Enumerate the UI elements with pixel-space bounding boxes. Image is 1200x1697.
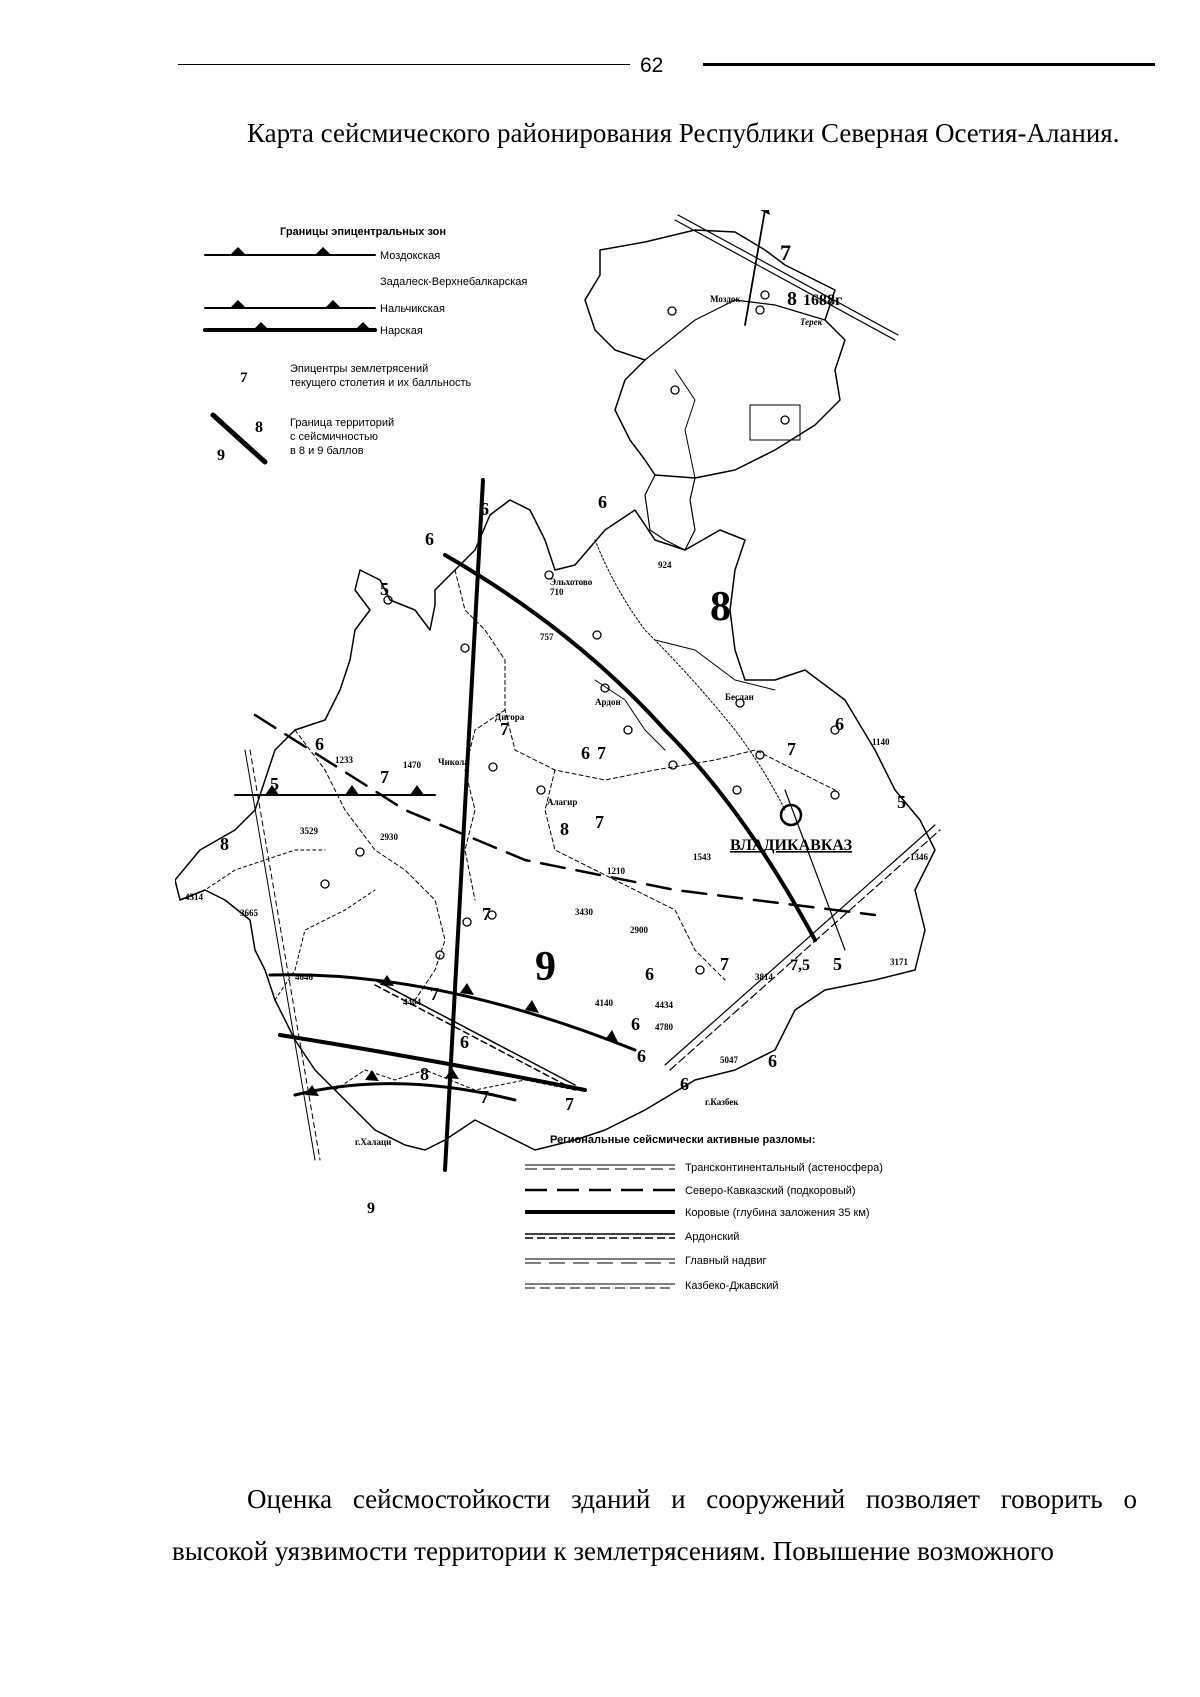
river-label-terek: Терек [800, 317, 823, 327]
epicenter-6-a: 6 [425, 529, 434, 549]
town-label-ardon: Ардон [595, 697, 621, 707]
seismic-zoning-map [175, 210, 1045, 1430]
epicenter-6-d: 6 [315, 734, 324, 754]
vladikavkaz-label: ВЛАДИКАВКАЗ [730, 837, 853, 854]
district-border-4 [465, 710, 505, 900]
epicenter-6-c: 6 [598, 492, 607, 512]
elevation-2930: 2930 [380, 832, 398, 842]
mozdok-inner-border-2 [675, 370, 695, 478]
legend-fault-3: Коровые (глубина заложения 35 км) [685, 1207, 870, 1219]
zone-label-9: 9 [535, 944, 556, 990]
epicenter-7-b: 7 [597, 743, 606, 763]
epicenter-8-north: 8 [787, 288, 797, 310]
elevation-4404: 4404 [403, 997, 421, 1007]
elevation-710: 710 [550, 587, 564, 597]
epicenter-7-f: 7 [482, 904, 491, 924]
epicenter-6-b: 6 [480, 499, 489, 519]
map-svg [175, 210, 1045, 1430]
legend-fault-2: Северо-Кавказский (подкоровый) [685, 1185, 856, 1197]
legend-top-title: Границы эпицентральных зон [280, 226, 447, 238]
legend-bottom-title: Региональные сейсмически активные разломы: [550, 1134, 816, 1146]
legend-fault-6: Казбеко-Джавский [685, 1280, 779, 1292]
mozdok-inner-box [750, 405, 800, 440]
epicenter-6-h: 6 [631, 1014, 640, 1034]
town-label-digora: Дигора [495, 712, 525, 722]
legend-item-1: Моздокская [380, 250, 441, 262]
epicenter-5-b: 5 [897, 792, 906, 812]
map-caption: Карта сейсмического районирования Республики Северная Осетия-Алания. [247, 118, 1120, 148]
epicenter-7-h: 7 [720, 954, 729, 974]
town-label-elkhotovo: Эльхотово [550, 577, 593, 587]
mozdok-inner-border [645, 300, 825, 360]
legend-epicenter-text-2: текущего столетия и их балльность [290, 377, 472, 389]
elevation-4646: 4646 [295, 972, 313, 982]
legend-bottom [525, 1134, 883, 1292]
epicenter-7-i: 7 [480, 1087, 489, 1107]
epicenter-7-e: 7 [595, 812, 604, 832]
mozdok-district-outline [585, 230, 845, 478]
epicenter-5-d: 5 [270, 774, 279, 794]
town-label-beslan: Беслан [725, 692, 754, 702]
epicenter-7-5: 7,5 [790, 957, 810, 974]
peak-label-kazbek: г.Казбек [705, 1097, 739, 1107]
legend-fault-1: Трансконтинентальный (астеносфера) [685, 1162, 883, 1174]
epicenter-7-north: 7 [780, 240, 791, 265]
elevation-4780: 4780 [655, 1022, 673, 1032]
town-label-mozdok: Моздок [710, 294, 741, 304]
epicenter-7-g: 7 [430, 984, 439, 1004]
epicenter-8-a: 8 [560, 819, 569, 839]
legend-epicenter-sample: 7 [240, 370, 248, 386]
epicenter-7-j: 7 [565, 1094, 574, 1114]
epicenter-5-a: 5 [380, 579, 389, 599]
epicenter-1688: 1688г [803, 292, 843, 309]
legend-item-2: Задалеск-Верхнебалкарская [380, 276, 528, 288]
epicenter-9-legend: 9 [367, 1200, 375, 1217]
district-border-5 [655, 640, 775, 690]
elevation-924: 924 [658, 560, 672, 570]
legend-item-3: Нальчикская [380, 303, 445, 315]
epicenter-8-c: 8 [420, 1064, 429, 1084]
elevation-1543: 1543 [693, 852, 711, 862]
legend-epicenter-text-1: Эпицентры землетрясений [290, 363, 429, 375]
epicenter-7-c: 7 [500, 719, 509, 739]
epicenter-8-b: 8 [220, 834, 229, 854]
header-rule-right [703, 63, 1155, 66]
epicenter-5-c: 5 [833, 954, 842, 974]
district-border-1 [455, 570, 835, 790]
legend-item-4: Нарская [380, 325, 423, 337]
zone-label-8: 8 [710, 584, 731, 630]
epicenter-6-e: 6 [581, 743, 590, 763]
peak-label-khalatsi: г.Халаци [355, 1137, 392, 1147]
elevation-1210: 1210 [607, 866, 625, 876]
town-label-chikola: Чикола [438, 757, 469, 767]
elevation-4140: 4140 [595, 998, 613, 1008]
legend-boundary-a: 8 [255, 419, 263, 436]
ossetia-territory-outline [175, 500, 935, 1150]
epicenter-6-l: 6 [768, 1051, 777, 1071]
legend-boundary-text-1: Граница территорий [290, 417, 395, 429]
elevation-1140: 1140 [872, 737, 890, 747]
elevation-1346: 1346 [910, 852, 928, 862]
elevation-labels [185, 560, 929, 1065]
mozdok-corridor [645, 475, 695, 550]
epicenter-6-i: 6 [460, 1032, 469, 1052]
district-border-6 [595, 680, 665, 750]
epicenter-7-d: 7 [787, 739, 796, 759]
legend-fault-4: Ардонский [685, 1231, 740, 1243]
legend-triangles-nalchik [230, 300, 341, 308]
epicenter-6-g: 6 [645, 964, 654, 984]
elevation-5047: 5047 [720, 1055, 738, 1065]
river-terek [595, 540, 785, 810]
elevation-3665: 3665 [240, 908, 258, 918]
epicenter-6-k: 6 [680, 1074, 689, 1094]
elevation-2900: 2900 [630, 925, 648, 935]
vladikavkaz-marker [781, 805, 801, 825]
elevation-3529: 3529 [300, 826, 318, 836]
epicenter-7-a: 7 [380, 767, 389, 787]
body-paragraph: Оценка сейсмостойкости зданий и сооружений позволяет говорить о высокой уязвимости территории к землетрясениям. Повышение возможного [172, 1484, 1137, 1566]
elevation-3814: 3814 [755, 972, 773, 982]
epicenter-6-j: 6 [637, 1046, 646, 1066]
fault-transcontinental-west [245, 750, 320, 1160]
epicenter-6-f: 6 [835, 714, 844, 734]
elevation-1470: 1470 [403, 760, 421, 770]
elevation-3430: 3430 [575, 907, 593, 917]
elevation-4434: 4434 [655, 1000, 673, 1010]
elevation-4314: 4314 [185, 892, 203, 902]
elevation-757: 757 [540, 632, 554, 642]
fault-transcontinental-north [675, 215, 898, 340]
legend-top [205, 226, 527, 464]
legend-fault-5: Главный надвиг [685, 1255, 767, 1267]
legend-boundary-text-3: в 8 и 9 баллов [290, 445, 364, 457]
page-number: 62 [640, 54, 664, 77]
town-label-alagir: Алагир [547, 797, 578, 807]
fault-se [785, 790, 845, 950]
elevation-3171: 3171 [890, 957, 908, 967]
elevation-1233: 1233 [335, 755, 353, 765]
legend-boundary-b: 9 [217, 447, 225, 464]
district-border-2 [295, 730, 445, 1000]
header-rule-left [178, 64, 630, 65]
legend-boundary-text-2: с сейсмичностью [290, 431, 378, 443]
legend-triangles-mozdok [230, 247, 331, 255]
